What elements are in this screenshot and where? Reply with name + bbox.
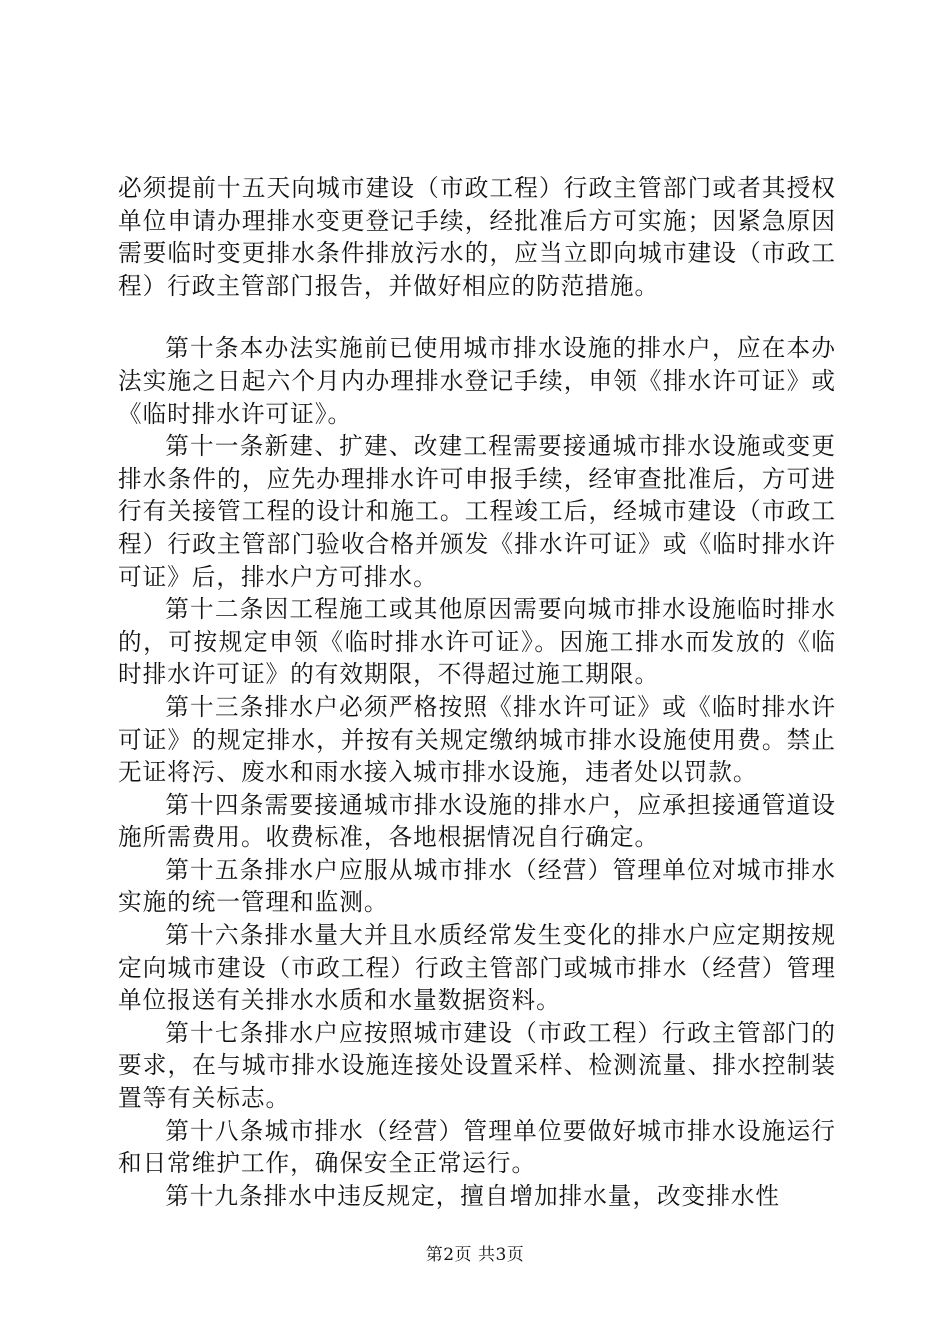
paragraph-article-16: 第十六条排水量大并且水质经常发生变化的排水户应定期按规定向城市建设（市政工程）行政主管部门或城市排水（经营）管理单位报送有关排水水质和水量数据资料。	[118, 921, 836, 1015]
paragraph-article-15: 第十五条排水户应服从城市排水（经营）管理单位对城市排水实施的统一管理和监测。	[118, 855, 836, 917]
paragraph-article-19: 第十九条排水中违反规定，擅自增加排水量，改变排水性	[165, 1181, 781, 1210]
paragraph-article-11: 第十一条新建、扩建、改建工程需要接通城市排水设施或变更排水条件的，应先办理排水许可申报手续，经审查批准后，方可进行有关接管工程的设计和施工。工程竣工后，经城市建设（市政工程）行政主管部门验收合格并颁发《排水许可证》或《临时排水许可证》后，排水户方可排水。	[118, 432, 836, 591]
document-body	[118, 172, 836, 1212]
paragraph-article-17: 第十七条排水户应按照城市建设（市政工程）行政主管部门的要求，在与城市排水设施连接处设置采样、检测流量、排水控制装置等有关标志。	[118, 1018, 836, 1113]
paragraph-continuation: 必须提前十五天向城市建设（市政工程）行政主管部门或者其授权单位申请办理排水变更登记手续，经批准后方可实施；因紧急原因需要临时变更排水条件排放污水的，应当立即向城市建设（市政工程）行政主管部门报告，并做好相应的防范措施。	[118, 174, 836, 300]
paragraph-article-10: 第十条本办法实施前已使用城市排水设施的排水户，应在本办法实施之日起六个月内办理排水登记手续，申领《排水许可证》或《临时排水许可证》。	[118, 334, 836, 428]
paragraph-article-18: 第十八条城市排水（经营）管理单位要做好城市排水设施运行和日常维护工作，确保安全正常运行。	[118, 1116, 836, 1178]
paragraph-article-12: 第十二条因工程施工或其他原因需要向城市排水设施临时排水的，可按规定申领《临时排水许可证》。因施工排水而发放的《临时排水许可证》的有效期限，不得超过施工期限。	[118, 595, 836, 689]
paragraph-article-13: 第十三条排水户必须严格按照《排水许可证》或《临时排水许可证》的规定排水，并按有关规定缴纳城市排水设施使用费。禁止无证将污、废水和雨水接入城市排水设施，违者处以罚款。	[118, 692, 836, 787]
page-footer: 第2页 共3页	[425, 1245, 525, 1265]
paragraph-article-14: 第十四条需要接通城市排水设施的排水户，应承担接通管道设施所需费用。收费标准，各地根据情况自行确定。	[118, 790, 836, 852]
